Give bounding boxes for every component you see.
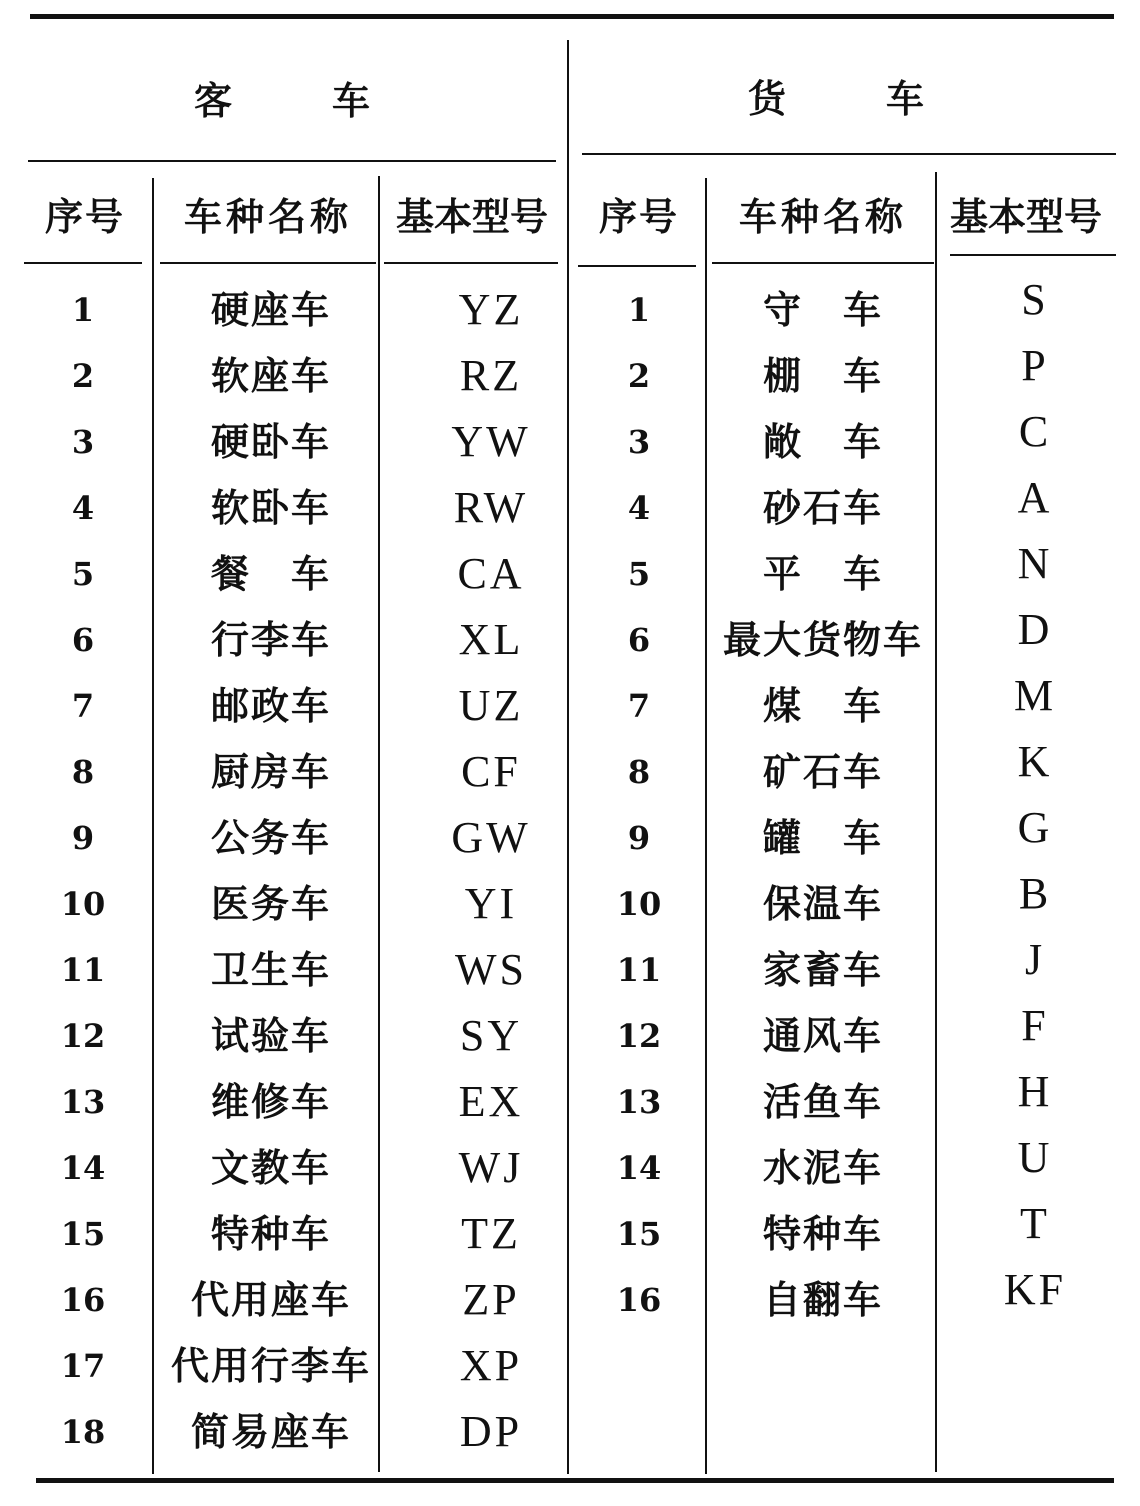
freight-group-rule: [582, 153, 1116, 155]
row-number: 7: [71, 687, 95, 725]
vehicle-name: 敞 车: [762, 420, 883, 464]
freight-code-header: 基本型号: [949, 195, 1102, 239]
vehicle-name: 代用行李车: [170, 1344, 371, 1388]
row-number: 4: [627, 489, 651, 527]
vehicle-name: 卫生车: [210, 948, 331, 992]
passenger-group-rule: [28, 160, 556, 162]
vehicle-code: XP: [459, 1341, 523, 1390]
table-row: [0, 605, 1140, 676]
vehicle-code: GW: [451, 813, 531, 862]
vehicle-code: J: [1024, 935, 1046, 984]
vehicle-name: 维修车: [210, 1080, 331, 1124]
vehicle-name: 特种车: [762, 1212, 883, 1256]
vehicle-code: D: [1017, 605, 1053, 654]
vehicle-name: 特种车: [210, 1212, 331, 1256]
vehicle-code: EX: [458, 1077, 524, 1126]
row-number: 15: [60, 1215, 106, 1253]
table-row: [0, 737, 1140, 808]
row-number: 8: [71, 753, 95, 791]
table-top-rule: [30, 14, 1114, 19]
vehicle-code: XL: [458, 615, 524, 664]
row-number: 1: [71, 291, 95, 329]
row-number: 13: [60, 1083, 106, 1121]
table-row: [0, 1001, 1140, 1072]
freight-group-title: 货车: [748, 77, 1025, 121]
table-row: [0, 1265, 1140, 1336]
vehicle-name: 水泥车: [762, 1146, 883, 1190]
vehicle-code: TZ: [461, 1209, 521, 1258]
vehicle-name: 简易座车: [190, 1410, 351, 1454]
row-number: 9: [627, 819, 651, 857]
row-number: 5: [627, 555, 651, 593]
table-row: [0, 1402, 1140, 1468]
row-number: 8: [627, 753, 651, 791]
vehicle-name: 罐 车: [762, 816, 883, 860]
vehicle-code: WJ: [458, 1143, 524, 1192]
row-number: 16: [616, 1281, 662, 1319]
row-number: 11: [616, 951, 662, 989]
table-row: [0, 1199, 1140, 1270]
table-row: [0, 407, 1140, 478]
vehicle-name: 硬座车: [210, 288, 331, 332]
row-number: 15: [616, 1215, 662, 1253]
freight-name-header: 车种名称: [738, 195, 907, 239]
vehicle-name: 保温车: [762, 882, 883, 926]
vehicle-name: 守 车: [762, 288, 883, 332]
vehicle-code: RW: [453, 483, 529, 532]
row-number: 16: [60, 1281, 106, 1319]
row-number: 3: [627, 423, 651, 461]
row-number: 12: [616, 1017, 662, 1055]
vehicle-code: B: [1018, 869, 1052, 918]
vehicle-name: 硬卧车: [210, 420, 331, 464]
freight-number-header: 序号: [598, 195, 679, 239]
row-number: 1: [627, 291, 651, 329]
table-row: [0, 803, 1140, 874]
vehicle-name: 试验车: [210, 1014, 331, 1058]
row-number: 7: [627, 687, 651, 725]
passenger-number-header: 序号: [44, 195, 125, 239]
vehicle-code: G: [1017, 803, 1053, 852]
vehicle-code: K: [1017, 737, 1053, 786]
passenger-name-header: 车种名称: [183, 195, 352, 239]
table-row: [0, 1067, 1140, 1138]
row-number: 12: [60, 1017, 106, 1055]
table-bottom-rule: [36, 1478, 1114, 1483]
vehicle-name: 邮政车: [210, 684, 331, 728]
vehicle-code: P: [1021, 341, 1049, 390]
vehicle-code: S: [1021, 275, 1049, 324]
vehicle-name: 代用座车: [190, 1278, 351, 1322]
table-row: [0, 1133, 1140, 1204]
vehicle-name: 厨房车: [210, 750, 331, 794]
passenger-header-rule: [384, 262, 558, 264]
row-number: 5: [71, 555, 95, 593]
vehicle-name: 自翻车: [762, 1278, 883, 1322]
vehicle-name: 软座车: [210, 354, 331, 398]
vehicle-code: KF: [1003, 1265, 1067, 1314]
row-number: 4: [71, 489, 95, 527]
table-row: [0, 275, 1140, 346]
vehicle-name: 活鱼车: [762, 1080, 883, 1124]
vehicle-code: CA: [457, 549, 525, 598]
table-row: [0, 671, 1140, 742]
vehicle-code: H: [1017, 1067, 1053, 1116]
vehicle-name: 最大货物车: [722, 618, 923, 662]
vehicle-code: WS: [455, 945, 527, 994]
row-number: 9: [71, 819, 95, 857]
table-row: [0, 935, 1140, 1006]
freight-header-rule: [578, 265, 696, 267]
row-number: 13: [616, 1083, 662, 1121]
vehicle-name: 行李车: [210, 618, 331, 662]
table-row: [0, 539, 1140, 610]
vehicle-code: M: [1013, 671, 1057, 720]
row-number: 6: [71, 621, 95, 659]
row-number: 6: [627, 621, 651, 659]
freight-header-rule: [950, 254, 1116, 256]
passenger-group-title: 客车: [194, 79, 471, 123]
vehicle-name: 砂石车: [762, 486, 883, 530]
vehicle-name: 家畜车: [762, 948, 883, 992]
vehicle-code: YZ: [458, 285, 524, 334]
vehicle-name: 餐 车: [210, 552, 331, 596]
vehicle-code: A: [1017, 473, 1053, 522]
vehicle-name: 通风车: [762, 1014, 883, 1058]
row-number: 11: [60, 951, 106, 989]
freight-header-rule: [712, 262, 934, 264]
vehicle-code: YI: [464, 879, 518, 928]
vehicle-name: 文教车: [210, 1146, 331, 1190]
vehicle-name: 公务车: [210, 816, 331, 860]
vehicle-name: 医务车: [210, 882, 331, 926]
row-number: 2: [627, 357, 651, 395]
vehicle-code: N: [1017, 539, 1053, 588]
freight-rows: [0, 275, 1140, 1336]
vehicle-code: YW: [451, 417, 531, 466]
vehicle-name: 煤 车: [762, 684, 883, 728]
row-number: 10: [616, 885, 662, 923]
row-number: 2: [71, 357, 95, 395]
row-number: 17: [60, 1347, 106, 1385]
vehicle-code: F: [1021, 1001, 1049, 1050]
vehicle-name: 软卧车: [210, 486, 331, 530]
vehicle-code: U: [1017, 1133, 1053, 1182]
row-number: 18: [60, 1413, 106, 1451]
vehicle-code: DP: [459, 1407, 523, 1456]
passenger-code-header: 基本型号: [395, 195, 548, 239]
table-row: [0, 473, 1140, 544]
row-number: 14: [616, 1149, 662, 1187]
table-row: [0, 869, 1140, 940]
vehicle-code: SY: [459, 1011, 523, 1060]
vehicle-name: 棚 车: [762, 354, 883, 398]
passenger-header-rule: [160, 262, 376, 264]
passenger-header-rule: [24, 262, 142, 264]
row-number: 10: [60, 885, 106, 923]
vehicle-name: 矿石车: [762, 750, 883, 794]
row-number: 14: [60, 1149, 106, 1187]
vehicle-code: ZP: [462, 1275, 520, 1324]
vehicle-code: UZ: [458, 681, 524, 730]
vehicle-code: RZ: [459, 351, 523, 400]
row-number: 3: [71, 423, 95, 461]
vehicle-code: CF: [461, 747, 521, 796]
table-row: [0, 341, 1140, 412]
vehicle-code: C: [1018, 407, 1052, 456]
vehicle-name: 平 车: [762, 552, 883, 596]
table-row: [0, 1336, 1140, 1402]
vehicle-code: T: [1020, 1199, 1050, 1248]
